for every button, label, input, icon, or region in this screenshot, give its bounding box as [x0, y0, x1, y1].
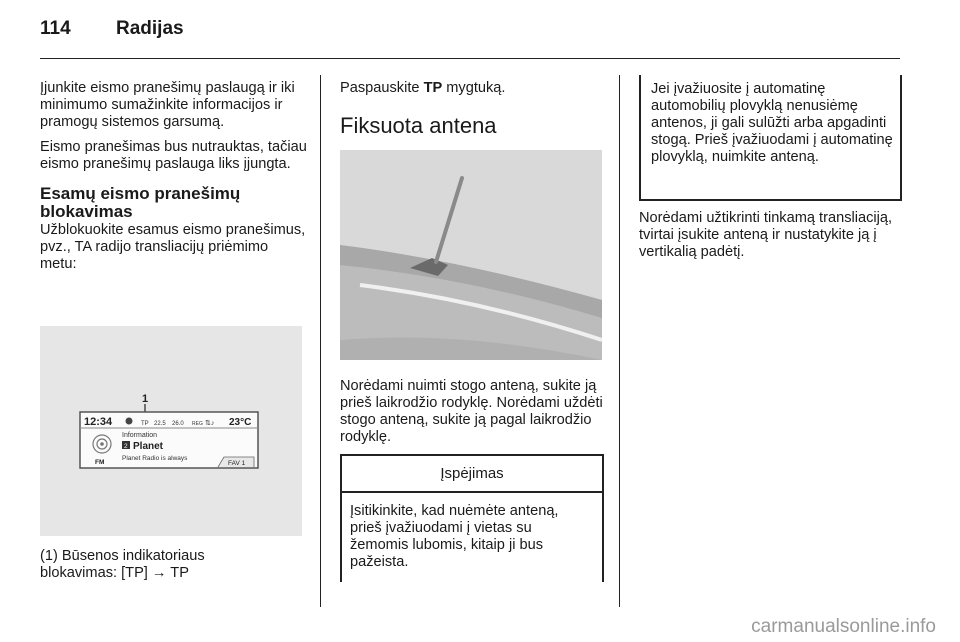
- value-1: 22.5: [154, 421, 166, 427]
- gear-icon: [126, 418, 133, 425]
- preset-number: 2: [124, 443, 128, 450]
- column-1: [40, 80, 308, 281]
- radio-display-figure: [40, 326, 302, 536]
- band-label: FM: [95, 459, 105, 466]
- paragraph: Užblokuokite esamus eismo pranešimus, pvz., TA radijo transliacijų priėmimo metu:: [40, 222, 306, 272]
- section-title: Radijas: [116, 18, 184, 39]
- radio-text: Planet Radio is always: [122, 455, 188, 462]
- warning-title: Įspėjimas: [342, 456, 602, 493]
- warning-continuation-box: Jei įvažiuosite į automatinę automobilių plovyklą nenusiėmę antenos, ji gali sulūžti arba apgadinti stogą. Prieš įvažiuodami į automatinę plovyklą, nuimkite anteną.: [639, 75, 902, 201]
- temperature: 23°C: [229, 417, 252, 428]
- station-name: Planet: [133, 441, 164, 452]
- info-label: Information: [122, 432, 158, 439]
- page-number: 114: [40, 18, 71, 39]
- fav-label: FAV 1: [228, 460, 246, 467]
- column-divider-1: [320, 75, 321, 607]
- column-divider-2: [619, 75, 620, 607]
- tp-indicator: TP: [141, 421, 149, 427]
- paragraph: Norėdami nuimti stogo anteną, sukite ją prieš laikrodžio rodyklę. Norėdami uždėti stogo anteną, sukite ją pagal laikrodžio rodyklę.: [340, 378, 603, 445]
- warning-box: [340, 454, 604, 582]
- antenna-rod: [436, 178, 462, 262]
- section-heading: Fiksuota antena: [340, 113, 497, 138]
- reg-indicator: REG: [192, 421, 203, 427]
- header-rule: [40, 58, 900, 59]
- tp-button-ref: TP: [423, 80, 443, 96]
- figure-caption: (1) Būsenos indikatoriaus blokavimas: [TP] → TP: [40, 548, 205, 581]
- column-2: [340, 80, 602, 159]
- value-2: 26.0: [172, 421, 184, 427]
- paragraph: Eismo pranešimas bus nutrauktas, tačiau eismo pranešimų paslauga liks įjungta.: [40, 139, 307, 172]
- page-header: [40, 18, 184, 40]
- paragraph: Paspauskite TP mygtuką.: [340, 80, 506, 96]
- callout-number: 1: [142, 393, 149, 405]
- paragraph: Norėdami užtikrinti tinkamą transliaciją, tvirtai įsukite anteną ir nustatykite ją į vertikalią padėtį.: [639, 210, 893, 260]
- warning-body: Įsitikinkite, kad nuėmėte anteną, prieš įvažiuodami į vietas su žemomis lubomis, kitaip ji bus pažeista.: [350, 503, 559, 570]
- antenna-illustration: [340, 150, 602, 360]
- paragraph: Įjunkite eismo pranešimų paslaugą ir iki minimumo sumažinkite informacijos ir pramogų sistemos garsumą.: [40, 80, 295, 130]
- clock: 12:34: [84, 416, 113, 428]
- radio-display-svg: [40, 326, 302, 536]
- watermark: carmanualsonline.info: [751, 616, 936, 637]
- antenna-photo: [340, 150, 602, 360]
- arrows-music-icon: ⇅♪: [205, 420, 215, 427]
- subheading: Esamų eismo pranešimų blokavimas: [40, 184, 241, 221]
